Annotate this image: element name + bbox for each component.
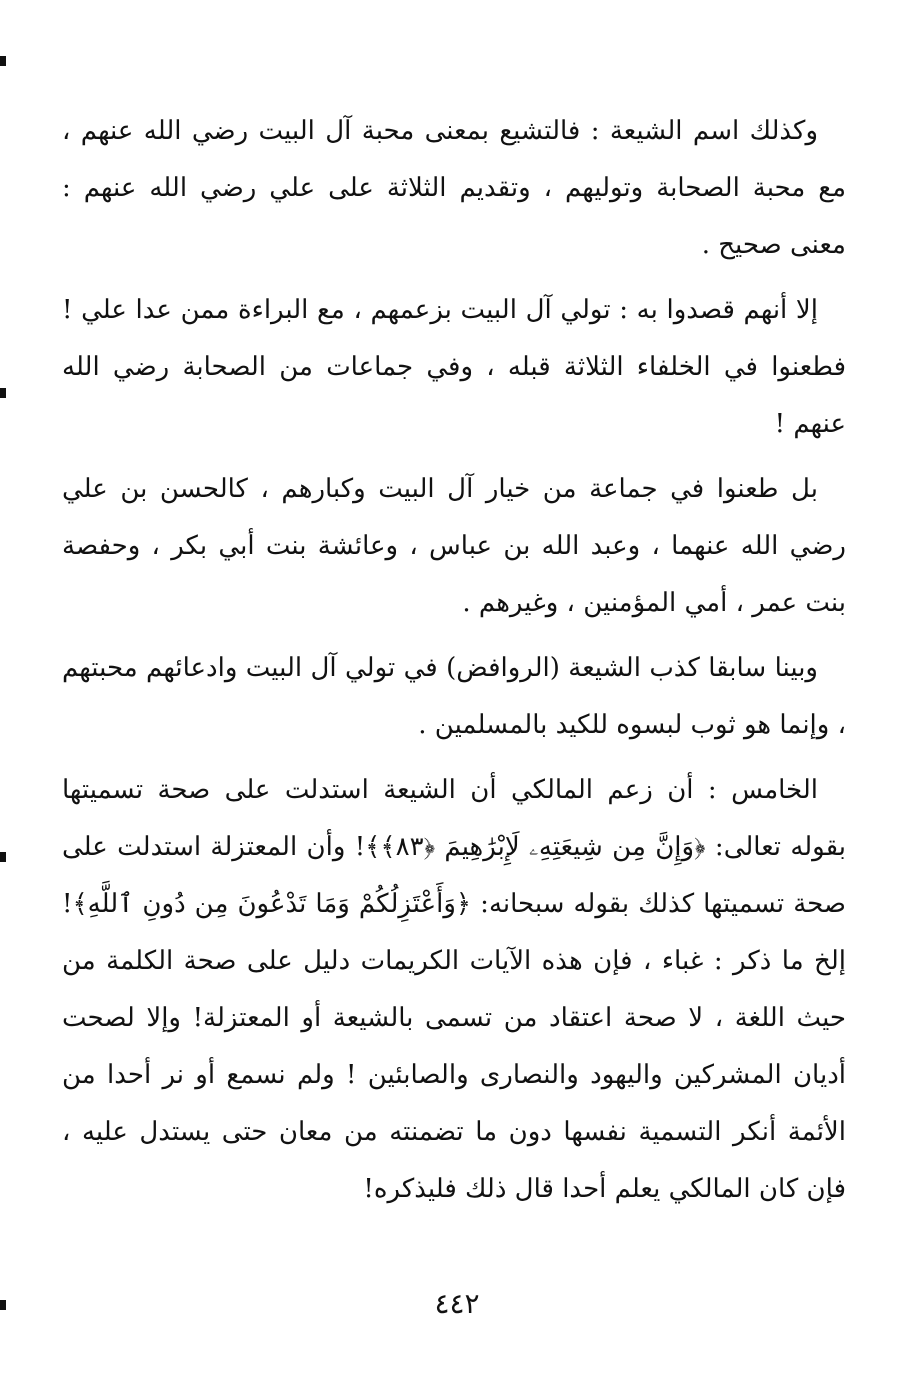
paragraph-fifth-point: الخامس : أن زعم المالكي أن الشيعة استدلت على صحة تسميتها بقوله تعالى: ﴿وَإِنَّ مِن شِيعَتِهِۦ لَإِبْرَٰهِيمَ ﴿٨٣﴾﴾! وأن المعتزلة استدلت على صحة تسميتها كذلك بقوله سبحانه: ﴿وَأَعْتَزِلُكُمْ وَمَا تَدْعُونَ مِن دُونِ ٱللَّهِ﴾! إلخ ما ذكر : غباء ، فإن هذه الآيات الكريمات دليل على صحة الكلمة من حيث اللغة ، لا صحة اعتقاد من تسمى بالشيعة أو المعتزلة! وإلا لصحت أديان المشركين واليهود والنصارى والصابئين ! ولم نسمع أو نر أحدا من الأئمة أنكر التسمية نفسها دون ما تضمنته من معان حتى يستدل عليه ، فإن كان المالكي يعلم أحدا قال ذلك فليذكره! (62, 775, 846, 1204)
page-edge-mark (0, 388, 6, 398)
paragraph-rafidah-intent: إلا أنهم قصدوا به : تولي آل البيت بزعمهم ، مع البراءة ممن عدا علي ! فطعنوا في الخلفاء الثلاثة قبله ، وفي جماعات من الصحابة رضي الله عنهم ! (62, 295, 847, 439)
paragraph-ahl-al-bayt-criticism: بل طعنوا في جماعة من خيار آل البيت وكبارهم ، كالحسن بن علي رضي الله عنهما ، وعبد الله بن عباس ، وعائشة بنت أبي بكر ، وحفصة بنت عمر ، أمي المؤمنين ، وغيرهم . (62, 474, 846, 618)
paragraph-shia-name: وكذلك اسم الشيعة : فالتشيع بمعنى محبة آل البيت رضي الله عنهم ، مع محبة الصحابة وتوليهم ، وتقديم الثلاثة على علي رضي الله عنهم : معنى صحيح . (62, 116, 846, 260)
page-body (62, 103, 846, 1226)
page-edge-mark (0, 852, 6, 862)
page-number: ٤٤٢ (434, 1287, 480, 1320)
page-edge-mark (0, 56, 6, 66)
paragraph-false-loyalty: وبينا سابقا كذب الشيعة (الروافض) في تولي آل البيت وادعائهم محبتهم ، وإنما هو ثوب لبسوه للكيد بالمسلمين . (62, 653, 846, 740)
